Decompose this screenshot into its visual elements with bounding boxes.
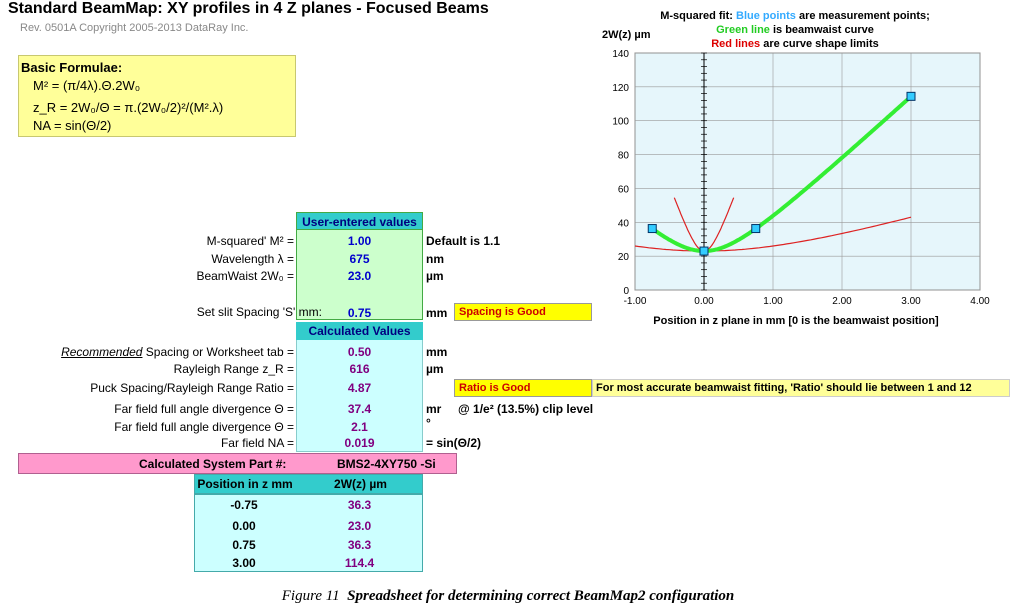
y-tick-label: 40 — [617, 218, 629, 230]
recommended-label — [61, 345, 294, 359]
measurement-point — [907, 92, 915, 100]
waist-label: BeamWaist 2W₀ = — [196, 269, 294, 283]
m2-note: Default is 1.1 — [426, 234, 501, 248]
rayleigh-value: 616 — [349, 362, 370, 376]
table-col-width: 2W(z) µm — [334, 477, 387, 491]
table-row-1-w: 23.0 — [347, 519, 372, 533]
revision-text: Rev. 0501A Copyright 2005-2013 DataRay Inc. — [20, 22, 249, 34]
na-unit: = sin(Θ/2) — [426, 436, 482, 450]
legend-red-lines: Red lines — [711, 38, 761, 50]
measurement-point — [752, 225, 760, 233]
slit-label: Set slit Spacing 'S' mm: — [196, 305, 322, 319]
y-tick-label: 100 — [612, 116, 629, 128]
ratio-note: For most accurate beamwaist fitting, 'Ratio' should lie between 1 and 12 — [596, 382, 972, 394]
x-tick-label: -1.00 — [623, 296, 647, 307]
beamwaist-chart — [590, 25, 1010, 335]
user-input-header-text: User-entered values — [302, 215, 417, 229]
measurement-point — [648, 225, 656, 233]
system-part-label: Calculated System Part #: — [139, 457, 287, 471]
table-row-2-z: 0.75 — [232, 538, 256, 552]
plot-background — [635, 53, 980, 290]
y-tick-label: 120 — [612, 82, 629, 94]
formula-na: NA = sin(Θ/2) — [33, 118, 112, 133]
divergence-mr-unit: mr — [426, 402, 442, 416]
page-title: Standard BeamMap: XY profiles in 4 Z planes - Focused Beams — [8, 0, 489, 17]
divergence-deg-unit: ° — [426, 416, 431, 430]
ratio-value: 4.87 — [347, 381, 372, 395]
table-row-0-z: -0.75 — [230, 498, 258, 512]
legend-green-line: Green line — [716, 24, 770, 36]
y-tick-label: 140 — [612, 49, 629, 60]
table-col-position: Position in z mm — [197, 477, 293, 491]
recommended-italic: Recommended — [61, 345, 143, 359]
rayleigh-unit: µm — [426, 362, 444, 376]
recommended-unit: mm — [426, 345, 448, 359]
chart-legend-line1 — [640, 10, 950, 22]
legend-l2-suffix: is beamwaist curve — [769, 24, 874, 36]
table-header — [194, 474, 423, 494]
ratio-status-badge: Ratio is Good — [454, 379, 592, 397]
waist-input[interactable]: 23.0 — [347, 269, 372, 283]
x-tick-label: 3.00 — [901, 296, 921, 307]
table-row-3-w: 114.4 — [344, 556, 375, 570]
legend-blue-points: Blue points — [736, 10, 796, 22]
y-tick-label: 0 — [623, 286, 629, 297]
formula-zr: z_R = 2W₀/Θ = π.(2W₀/2)²/(M².λ) — [33, 100, 224, 115]
plot-area — [612, 49, 990, 307]
waist-unit: µm — [426, 269, 444, 283]
chart-ylabel: 2W(z) µm — [602, 29, 651, 41]
divergence-deg-value: 2.1 — [351, 420, 368, 434]
divergence-deg-label: Far field full angle divergence Θ = — [114, 420, 294, 434]
m2-label: M-squared' M² = — [206, 234, 294, 248]
x-tick-label: 4.00 — [970, 296, 990, 307]
divergence-mr-note: @ 1/e² (13.5%) clip level — [458, 402, 594, 416]
formula-m2: M² = (π/4λ).Θ.2W₀ — [33, 78, 141, 93]
user-input-header — [296, 212, 423, 230]
m2-input[interactable]: 1.00 — [347, 234, 372, 248]
table-row-2-w: 36.3 — [347, 538, 372, 552]
legend-l1-prefix: M-squared fit: — [660, 10, 736, 22]
ratio-label: Puck Spacing/Rayleigh Range Ratio = — [90, 381, 294, 395]
table-row-1-z: 0.00 — [232, 519, 256, 533]
formulae-title: Basic Formulae: — [21, 60, 123, 75]
recommended-value: 0.50 — [347, 345, 372, 359]
system-part-value: BMS2-4XY750 -Si — [337, 457, 436, 471]
recommended-rest: Spacing or Worksheet tab = — [142, 345, 294, 359]
table-row-0-w: 36.3 — [347, 498, 372, 512]
rayleigh-label: Rayleigh Range z_R = — [173, 362, 294, 376]
spacing-status-badge: Spacing is Good — [454, 303, 592, 321]
x-tick-label: 2.00 — [832, 296, 852, 307]
x-tick-label: 0.00 — [694, 296, 714, 307]
calculated-header-text: Calculated Values — [308, 324, 411, 338]
legend-l1-suffix: are measurement points; — [795, 10, 930, 22]
y-tick-label: 80 — [617, 150, 629, 162]
slit-spacing-input[interactable]: 0.75 — [347, 306, 372, 320]
na-value: 0.019 — [344, 436, 375, 450]
calculated-header — [296, 322, 423, 340]
caption-text: Spreadsheet for determining correct BeamMap2 configuration — [347, 588, 735, 604]
x-tick-label: 1.00 — [763, 296, 783, 307]
chart-xlabel: Position in z plane in mm [0 is the beamwaist position] — [653, 315, 939, 327]
wavelength-unit: nm — [426, 252, 444, 266]
legend-l3-suffix: are curve shape limits — [760, 38, 879, 50]
y-tick-label: 60 — [617, 184, 629, 196]
y-tick-label: 20 — [617, 252, 629, 264]
divergence-mr-label: Far field full angle divergence Θ = — [114, 402, 294, 416]
caption-figure: Figure 11 — [281, 588, 340, 604]
divergence-mr-value: 37.4 — [347, 402, 372, 416]
wavelength-label: Wavelength λ = — [211, 252, 294, 266]
formulae-box — [18, 55, 296, 137]
ratio-note-box — [592, 379, 1010, 397]
slit-unit: mm — [426, 306, 448, 320]
figure-caption — [0, 588, 1016, 605]
measurement-point — [700, 247, 708, 255]
na-label: Far field NA = — [220, 436, 294, 450]
system-part-bar — [18, 453, 457, 474]
table-row-3-z: 3.00 — [232, 556, 256, 570]
wavelength-input[interactable]: 675 — [349, 252, 370, 266]
